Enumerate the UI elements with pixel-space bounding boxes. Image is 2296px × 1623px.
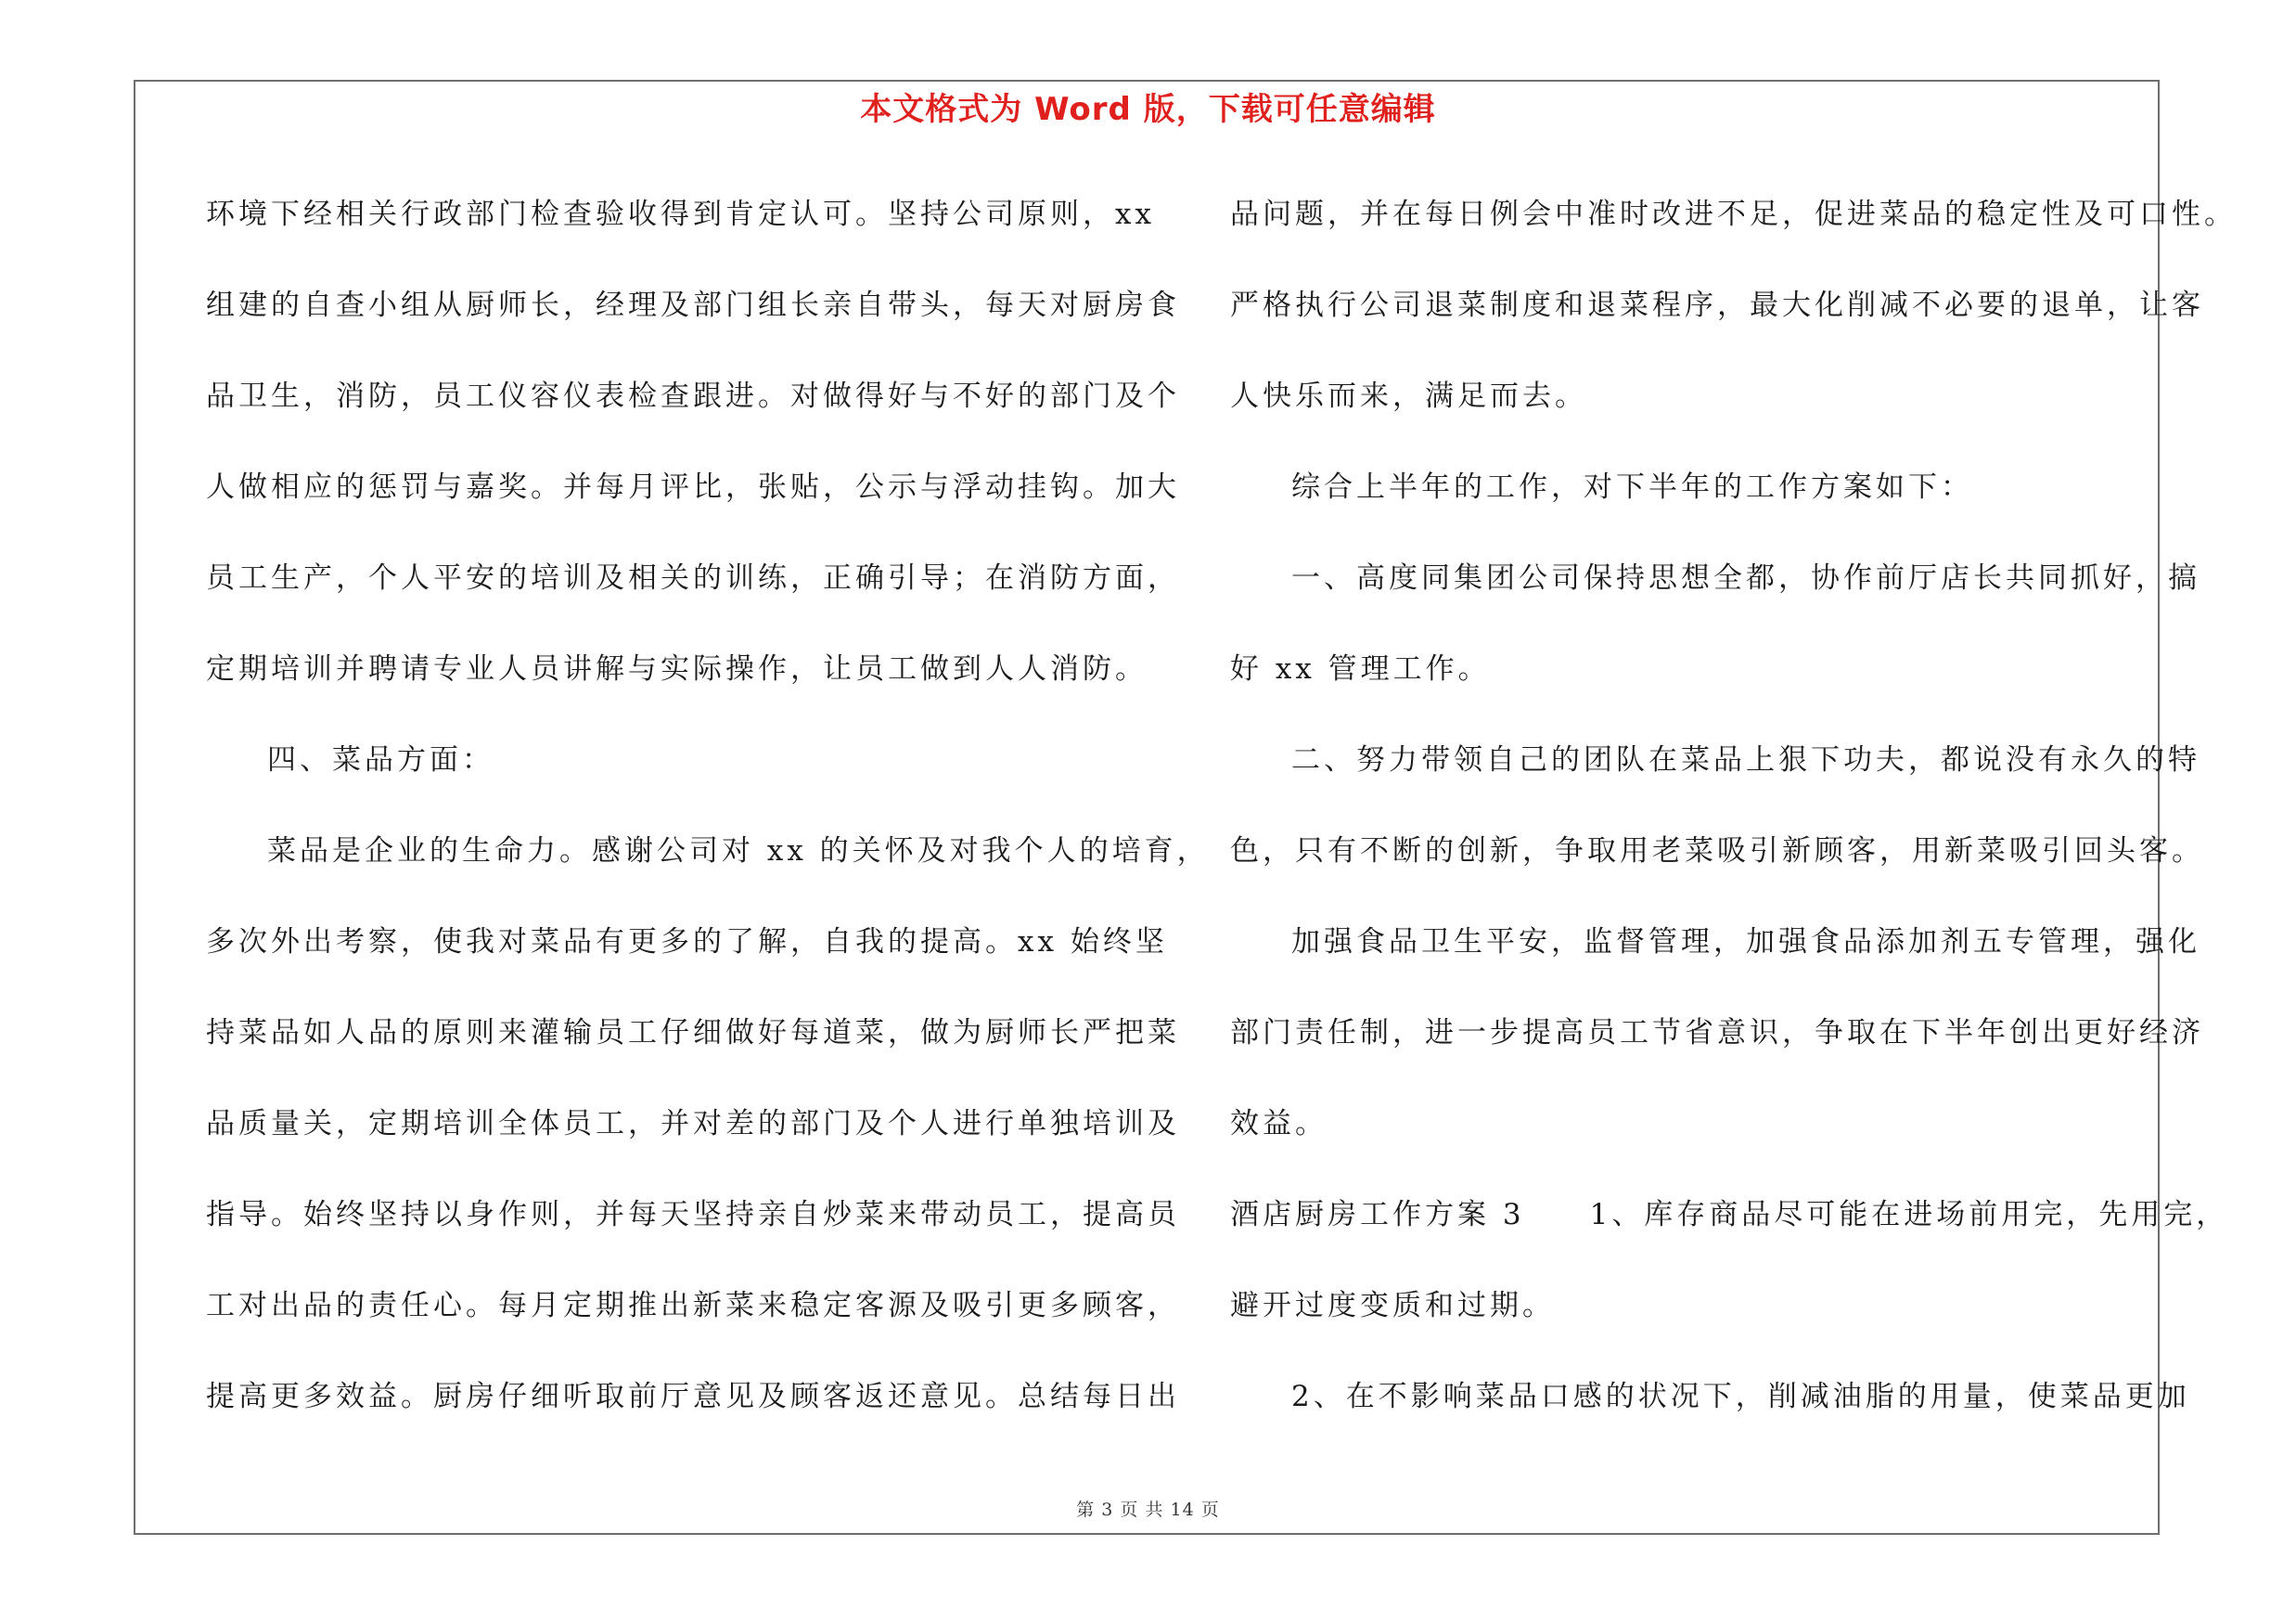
text-line: 四、菜品方面： (267, 743, 494, 777)
page-number-footer: 第 3 页 共 14 页 (1076, 1500, 1220, 1520)
text-line: 人做相应的惩罚与嘉奖。并每月评比，张贴，公示与浮动挂钩。加大 (206, 470, 1180, 504)
text-line: 持菜品如人品的原则来灌输员工仔细做好每道菜，做为厨师长严把菜 (206, 1016, 1180, 1050)
text-line: 菜品是企业的生命力。感谢公司对 xx 的关怀及对我个人的培育， (267, 834, 1210, 868)
text-line: 好 xx 管理工作。 (1230, 652, 1491, 686)
text-line: 效益。 (1230, 1107, 1328, 1140)
text-line: 品问题，并在每日例会中准时改进不足，促进菜品的稳定性及可口性。 (1230, 198, 2237, 231)
text-line: 品质量关，定期培训全体员工，并对差的部门及个人进行单独培训及 (206, 1107, 1180, 1140)
text-line: 工对出品的责任心。每月定期推出新菜来稳定客源及吸引更多顾客， (206, 1289, 1180, 1322)
left-column (206, 184, 1210, 1457)
text-line: 部门责任制，进一步提高员工节省意识，争取在下半年创出更好经济 (1230, 1016, 2204, 1050)
text-line: 色，只有不断的创新，争取用老菜吸引新顾客，用新菜吸引回头客。 (1230, 834, 2204, 868)
text-line: 员工生产，个人平安的培训及相关的训练，正确引导；在消防方面， (206, 561, 1180, 595)
text-line: 指导。始终坚持以身作则，并每天坚持亲自炒菜来带动员工，提高员 (206, 1198, 1180, 1231)
text-line: 综合上半年的工作，对下半年的工作方案如下： (1291, 470, 1973, 504)
text-line: 二、努力带领自己的团队在菜品上狠下功夫，都说没有永久的特 (1291, 743, 2200, 777)
text-line: 人快乐而来，满足而去。 (1230, 380, 1587, 413)
text-line: 多次外出考察，使我对菜品有更多的了解，自我的提高。xx 始终坚 (206, 925, 1168, 959)
text-line: 品卫生，消防，员工仪容仪表检查跟进。对做得好与不好的部门及个 (206, 380, 1180, 413)
format-banner: 本文格式为 Word 版，下载可任意编辑 (860, 91, 1436, 128)
right-column (1230, 184, 2237, 1457)
text-line: 酒店厨房工作方案 3 1、库存商品尽可能在进场前用完，先用完， (1230, 1198, 2229, 1231)
text-line: 提高更多效益。厨房仔细听取前厅意见及顾客返还意见。总结每日出 (206, 1380, 1180, 1413)
text-line: 严格执行公司退菜制度和退菜程序，最大化削减不必要的退单，让客 (1230, 289, 2204, 322)
text-line: 避开过度变质和过期。 (1230, 1289, 1555, 1322)
text-line: 定期培训并聘请专业人员讲解与实际操作，让员工做到人人消防。 (206, 652, 1148, 686)
text-line: 组建的自查小组从厨师长，经理及部门组长亲自带头，每天对厨房食 (206, 289, 1180, 322)
text-line: 一、高度同集团公司保持思想全都，协作前厅店长共同抓好，搞 (1291, 561, 2200, 595)
text-line: 环境下经相关行政部门检查验收得到肯定认可。坚持公司原则，xx (206, 198, 1155, 231)
text-line: 2、在不影响菜品口感的状况下，削减油脂的用量，使菜品更加 (1291, 1380, 2190, 1413)
text-line: 加强食品卫生平安，监督管理，加强食品添加剂五专管理，强化 (1291, 925, 2200, 959)
